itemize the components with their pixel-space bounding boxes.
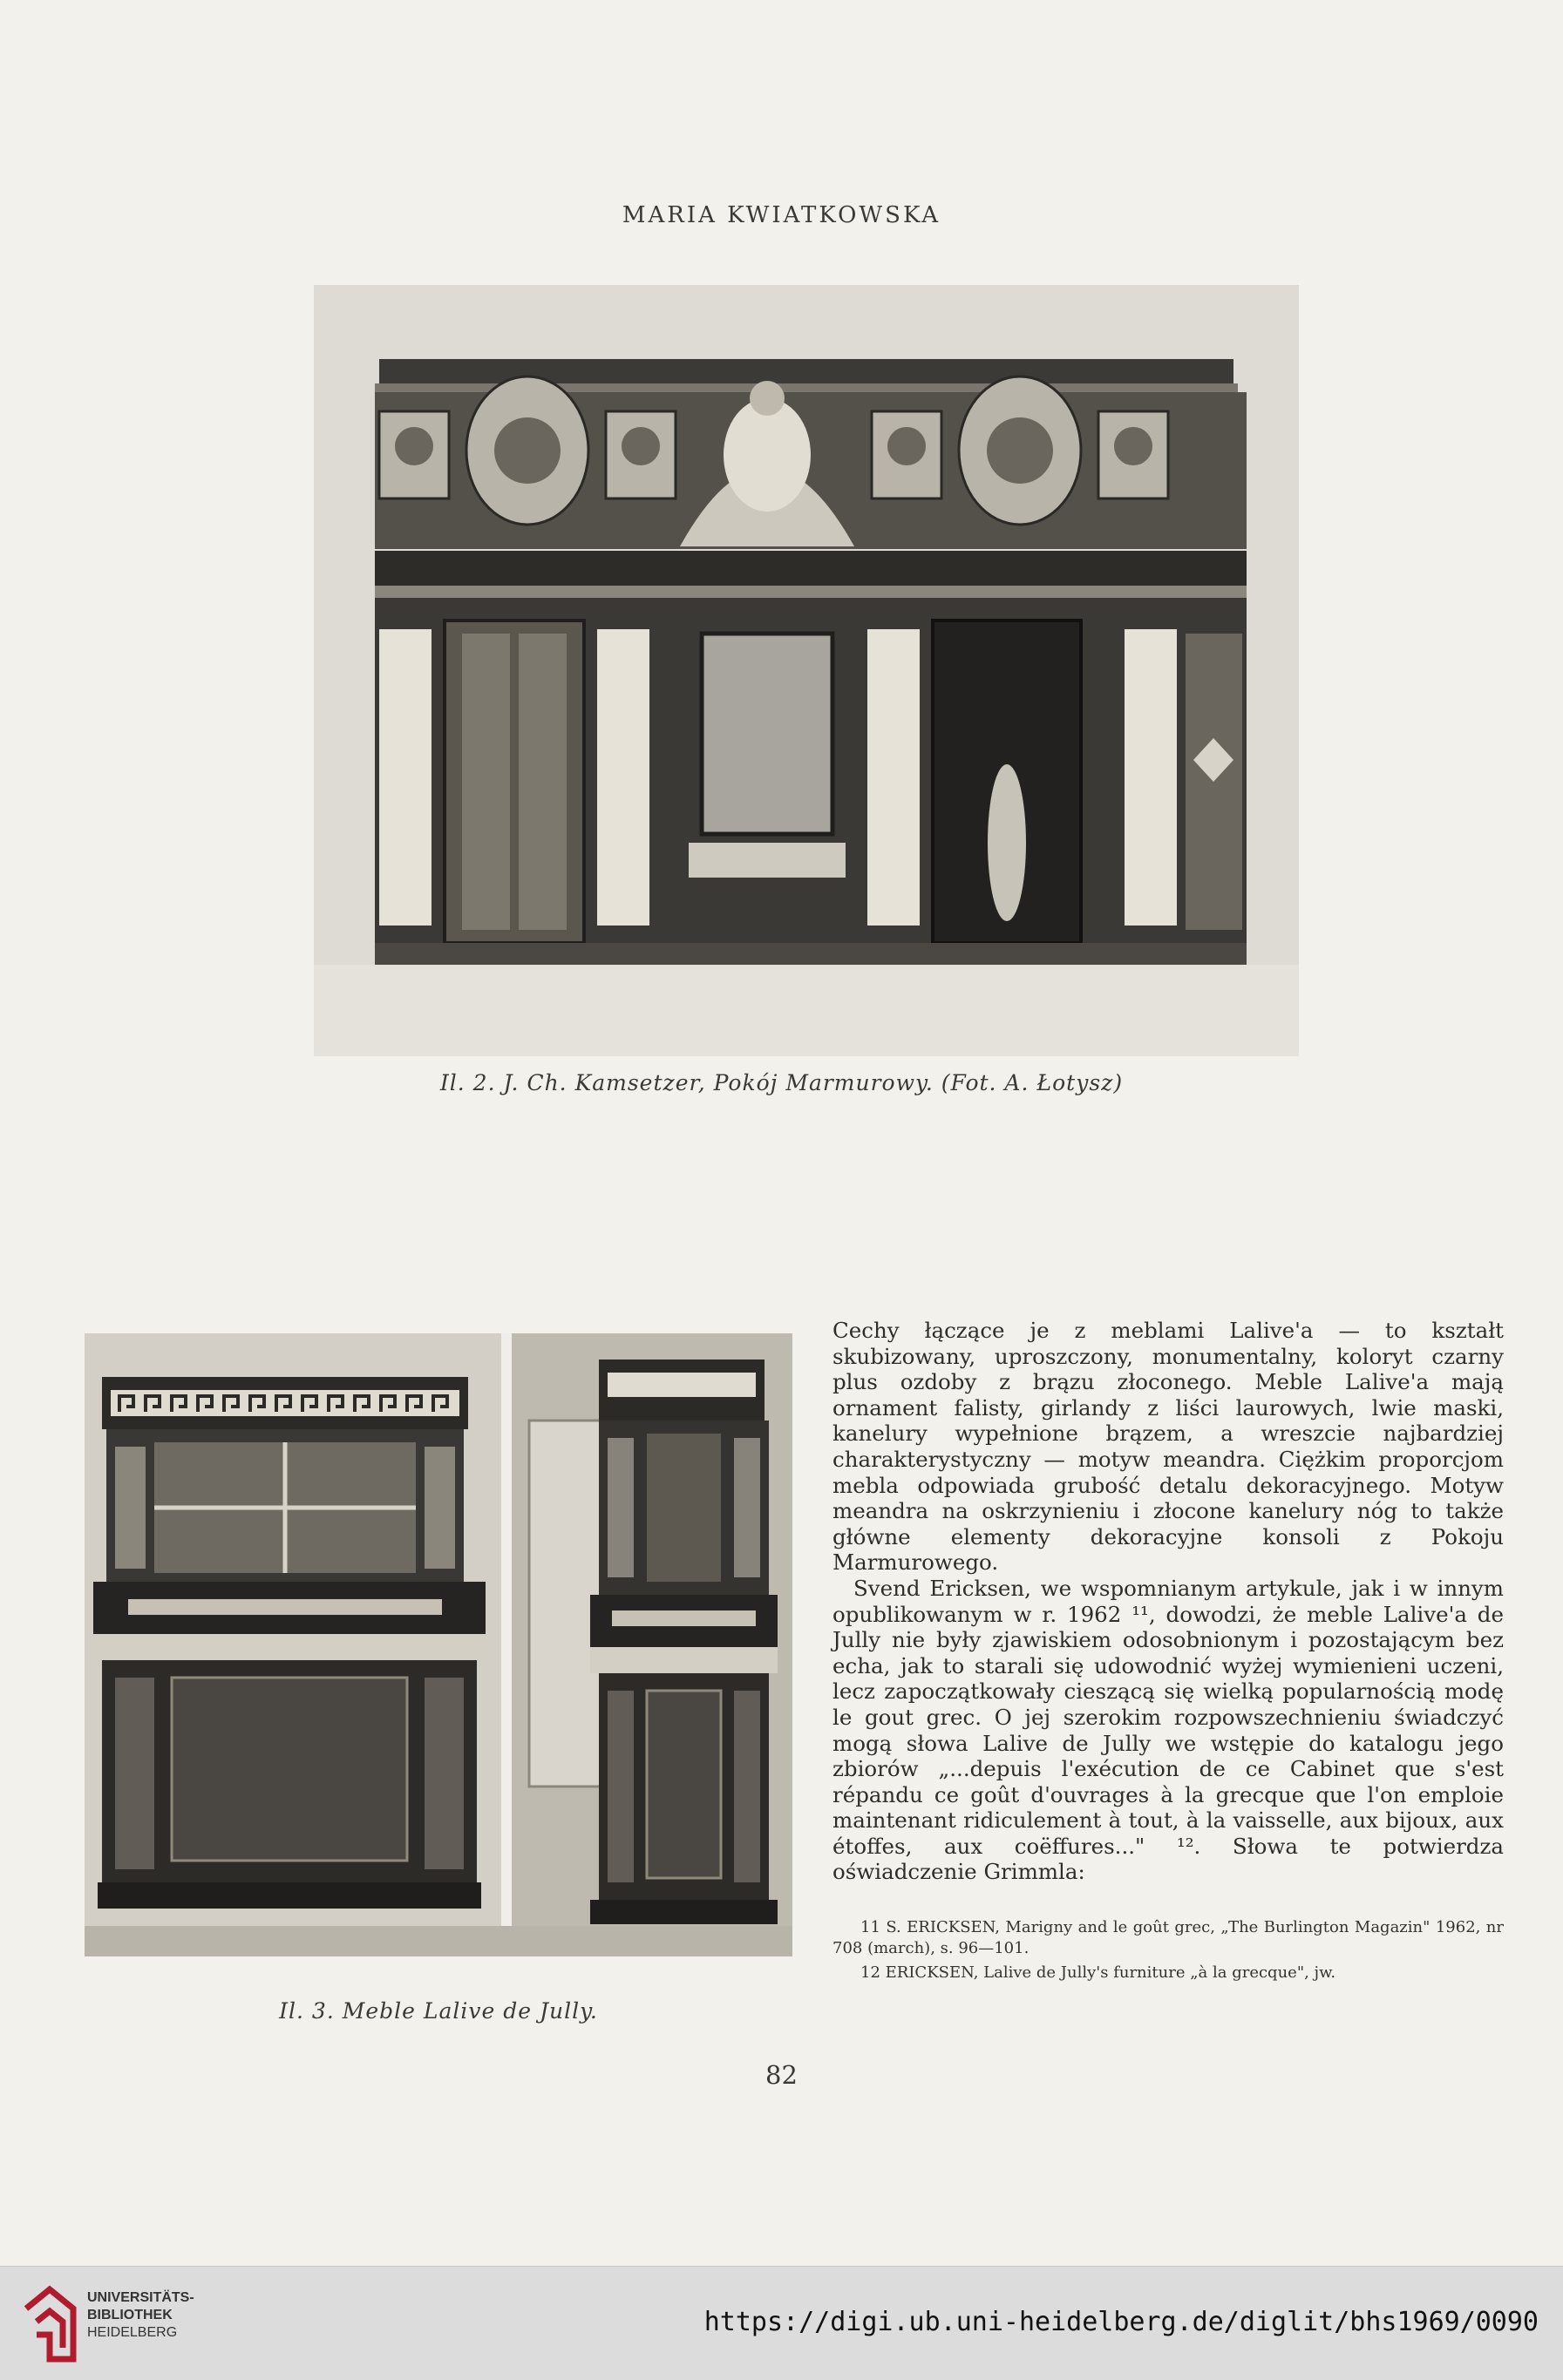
library-name-line1: UNIVERSITÄTS-: [87, 2290, 194, 2305]
document-url[interactable]: https://digi.ub.uni-heidelberg.de/diglit/bhs1969/0090: [703, 2307, 1539, 2337]
library-name: [87, 2289, 194, 2342]
body-paragraph: Svend Ericksen, we wspomnianym artykule, jak i w innym opublikowanym w r. 1962 ¹¹, dowodzi, że meble Lalive'a de Jully nie były zjawiskiem odosobnionym i pozostającym bez echa, jak to starali się udowodnić wyżej wymienieni uczeni, lecz zapoczątkowały cieszącą się wielką popularnością modę le gout grec. O jej szerokim rozpowszechnieniu świadczyć mogą słowa Lalive de Jully we wstępie do katalogu jego zbiorów „...depuis l'exécution de ce Cabinet que s'est répandu ce goût d'ouvrages à la grecque que l'on emploie maintenant ridiculement à tout, à la vaisselle, aux bijoux, aux étoffes, aux coëffures..." ¹². Słowa te potwierdza oświadczenie Grimmla:: [832, 1575, 1504, 1885]
marble-room-photo: [314, 285, 1299, 1056]
running-head: MARIA KWIATKOWSKA: [622, 202, 941, 228]
figure-3-caption: Il. 3. Meble Lalive de Jully.: [279, 1998, 598, 2024]
library-name-line3: HEIDELBERG: [87, 2325, 178, 2340]
footnotes: [832, 1917, 1504, 1987]
library-logo-icon: [19, 2282, 80, 2365]
footnote: 12 ERICKSEN, Lalive de Jully's furniture „à la grecque", jw.: [860, 1963, 1336, 1982]
footnote: 11 S. ERICKSEN, Marigny and le goût grec, „The Burlington Magazin" 1962, nr 708 (march), s. 96—101.: [832, 1918, 1504, 1957]
figure-2-caption: Il. 2. J. Ch. Kamsetzer, Pokój Marmurowy. (Fot. A. Łotysz): [439, 1070, 1124, 1095]
body-paragraph: Cechy łączące je z meblami Lalive'a — to kształt skubizowany, uproszczony, monumentalny, koloryt czarny plus ozdoby z brązu złoconego. Meble Lalive'a mają ornament falisty, girlandy z liści laurowych, lwie maski, kanelury wypełnione brązem, a wreszcie najbardziej charakterystyczny — motyw meandra. Ciężkim proporcjom mebla odpowiada grubość detalu dekoracyjnego. Motyw meandra na oskrzynieniu i złocone kanelury nóg to także główne elementy dekoracyjne konsoli z Pokoju Marmurowego.: [832, 1318, 1504, 1576]
library-name-line2: BIBLIOTHEK: [87, 2308, 173, 2322]
lalive-furniture-photo: [85, 1333, 792, 1956]
viewer-footer-bar: [0, 2266, 1563, 2380]
body-text: [832, 1318, 1504, 1885]
page-number: 82: [765, 2060, 798, 2090]
